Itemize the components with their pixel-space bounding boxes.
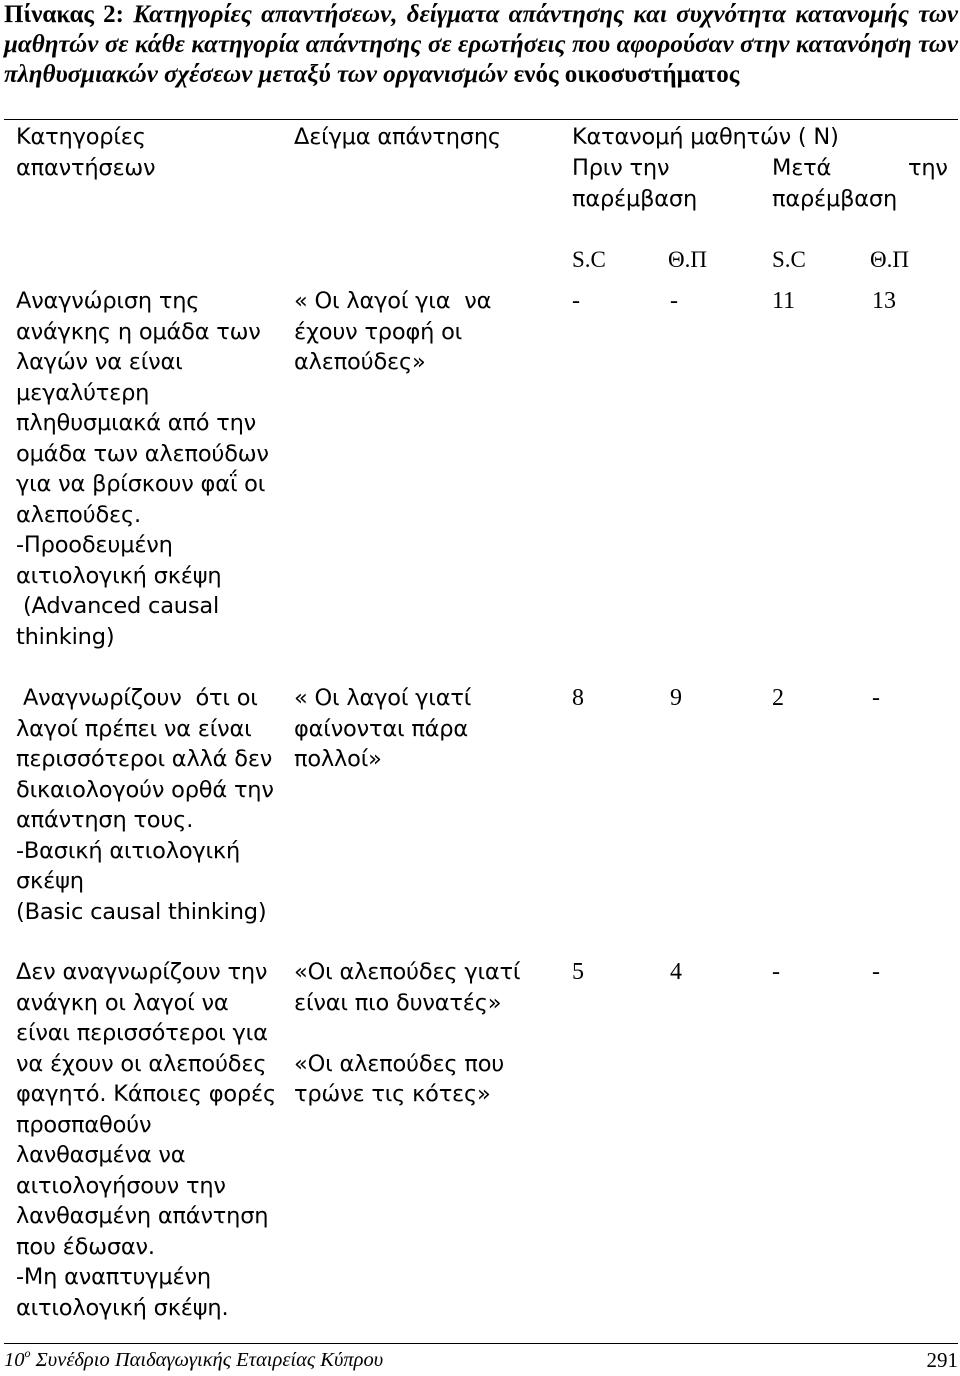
row-1-category: Αναγνώριση της ανάγκης η ομάδα των λαγών να είναι μεγαλύτερη πληθυσμιακά από την ομάδα των αλεπούδων για να βρίσκουν φαΐ οι αλεπούδες. -Προοδευμένη αιτιολογική σκέψη (Advanced causal thinking) bbox=[16, 288, 269, 650]
caption-label: Πίνακας 2: bbox=[4, 1, 125, 28]
row-3-before-sc: 5 bbox=[572, 959, 584, 985]
table-caption bbox=[4, 0, 958, 90]
row-3-after-tp: - bbox=[872, 959, 880, 985]
row-2-category: Αναγνωρίζουν ότι οι λαγοί πρέπει να είναι περισσότεροι αλλά δεν δικαιολογούν ορθά την απάντηση τους. -Βασική αιτιολογική σκέψη (Basic causal thinking) bbox=[16, 685, 274, 925]
row-2-before-tp: 9 bbox=[670, 685, 682, 711]
caption-line: κατανομής των μαθητών σε κάθε κατηγορία απάντησης σε ερωτήσεις που bbox=[4, 1, 958, 58]
row-3-category: Δεν αναγνωρίζουν την ανάγκη οι λαγοί να είναι περισσότεροι για να έχουν οι αλεπούδες φαγητό. Κάποιες φορές προσπαθούν λανθασμένα να αιτιολογήσουν την λανθασμένη απάντηση που έδωσαν. -Μη αναπτυγμένη αιτιολογική σκέψη. bbox=[16, 959, 276, 1321]
footer-conference: $10^o$ Συνέδριο Παιδαγωγικής Εταιρείας Κύπρου bbox=[4, 1346, 384, 1371]
page-number: 291 bbox=[926, 1348, 958, 1372]
row-1-before-tp: - bbox=[670, 288, 678, 314]
header-distribution: Κατανομή μαθητών ( N) bbox=[572, 124, 839, 150]
subhead-after-tp: Θ.Π bbox=[870, 247, 909, 272]
header-after-word2: την bbox=[908, 155, 948, 181]
header-before: Πριν την παρέμβαση bbox=[572, 155, 698, 212]
row-3-sample: «Οι αλεπούδες γιατί είναι πιο δυνατές» «Οι αλεπούδες που τρώνε τις κότες» bbox=[294, 959, 521, 1107]
row-1-before-sc: - bbox=[572, 288, 580, 314]
footer-rule bbox=[4, 1343, 958, 1344]
row-1-sample: « Οι λαγοί για να έχουν τροφή οι αλεπούδες» bbox=[294, 288, 492, 375]
table-top-rule bbox=[4, 119, 958, 120]
header-after-line2: παρέμβαση bbox=[772, 186, 898, 212]
row-2-before-sc: 8 bbox=[572, 685, 584, 711]
row-2-sample: « Οι λαγοί γιατί φαίνονται πάρα πολλοί» bbox=[294, 685, 472, 772]
row-3-before-tp: 4 bbox=[670, 959, 682, 985]
header-categories: Κατηγορίες απαντήσεων bbox=[16, 124, 156, 181]
caption-line: Κατηγορίες απαντήσεων, δείγματα απάντησης και συχνότητα bbox=[124, 1, 787, 28]
caption-line: αφορούσαν στην κατανόηση των πληθυσμιακών σχέσεων μεταξύ των οργανισμών bbox=[4, 31, 958, 88]
header-after-word1: Μετά bbox=[772, 155, 832, 181]
row-1-after-tp: 13 bbox=[872, 288, 896, 314]
subhead-after-sc: S.C bbox=[772, 247, 806, 272]
subhead-before-tp: Θ.Π bbox=[668, 247, 707, 272]
header-sample: Δείγμα απάντησης bbox=[294, 124, 501, 150]
caption-line: ενός οικοσυστήματος bbox=[513, 61, 740, 88]
row-2-after-sc: 2 bbox=[772, 685, 784, 711]
row-3-after-sc: - bbox=[772, 959, 780, 985]
row-1-after-sc: 11 bbox=[772, 288, 796, 314]
row-2-after-tp: - bbox=[872, 685, 880, 711]
subhead-before-sc: S.C bbox=[572, 247, 606, 272]
